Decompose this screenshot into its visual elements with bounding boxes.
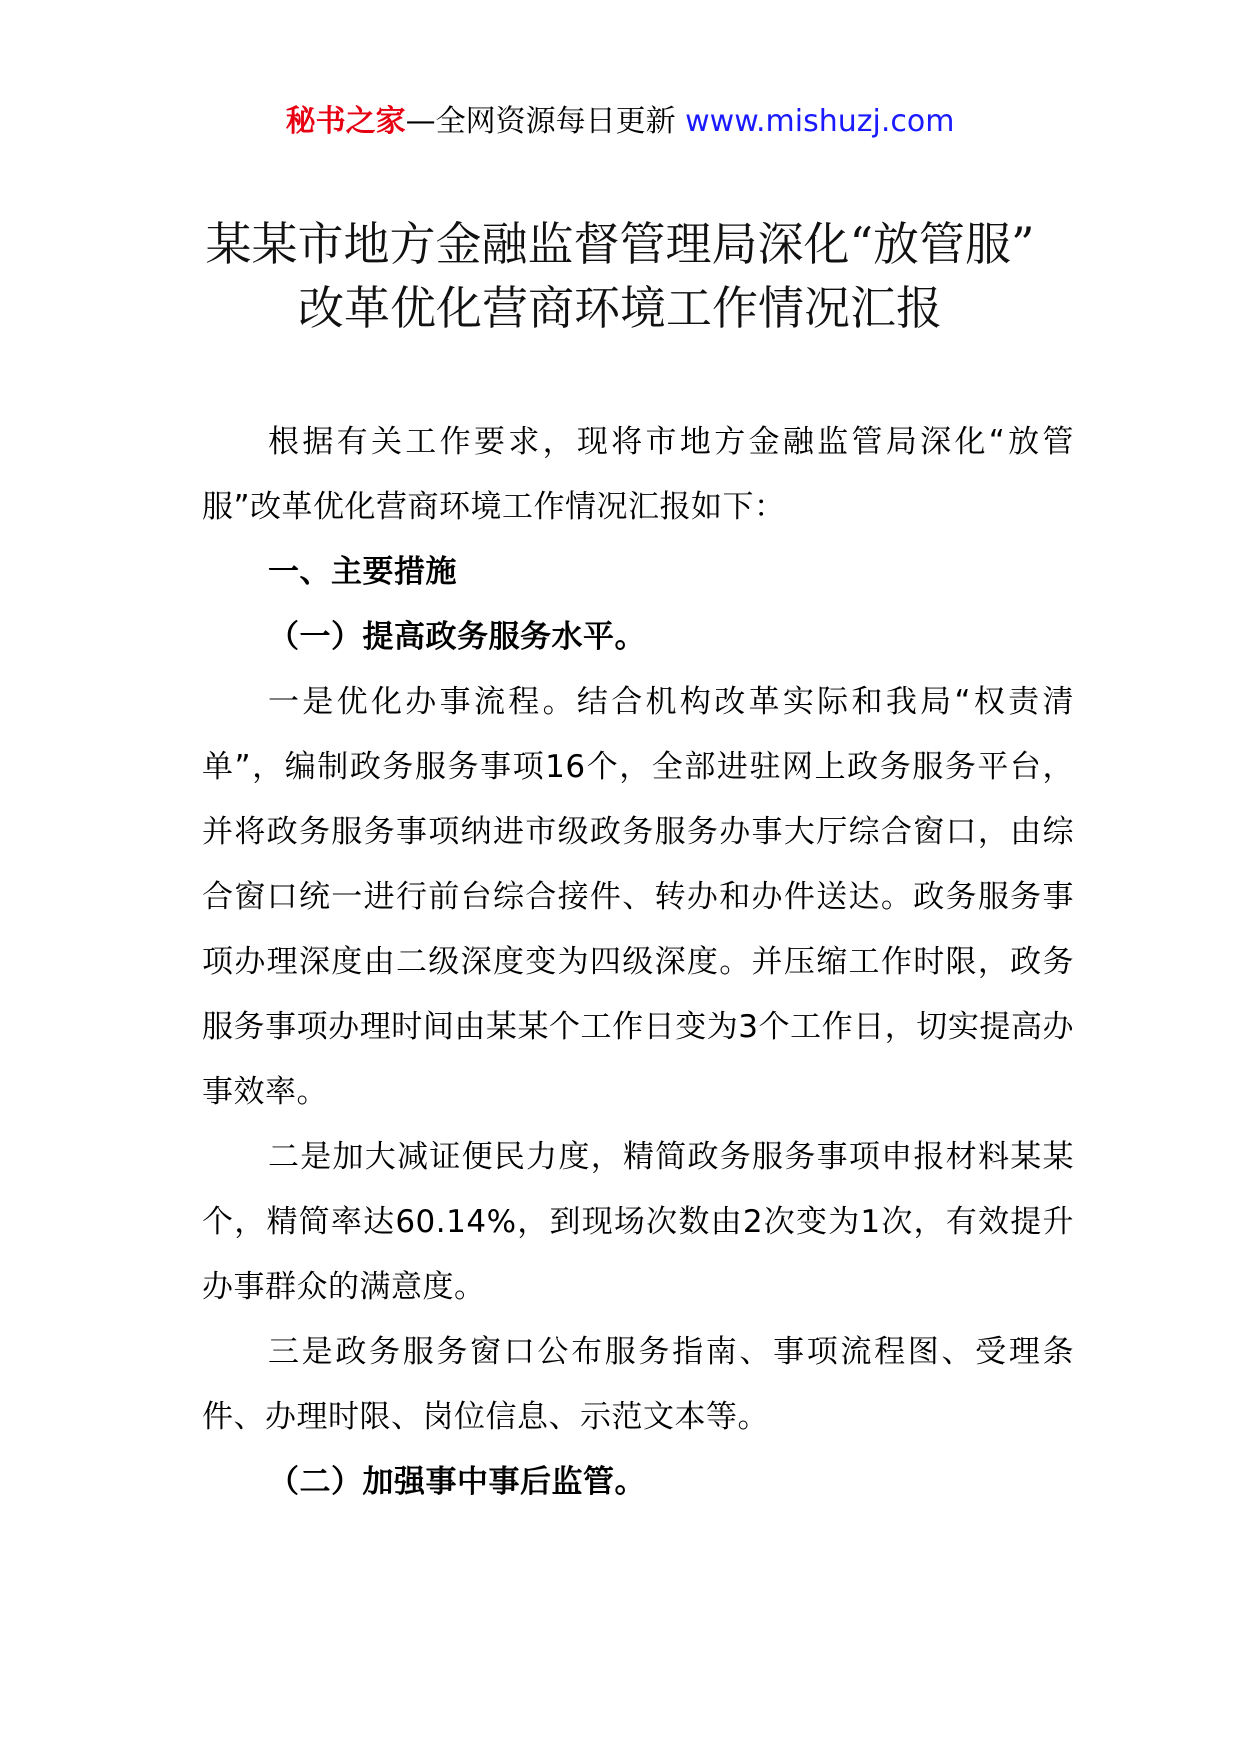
title-line-2: 改革优化营商环境工作情况汇报 bbox=[298, 281, 942, 335]
subsection-heading-2: （二）加强事中事后监管。 bbox=[268, 1464, 646, 1500]
intro-paragraph: 根据有关工作要求，现将市地方金融监管局深化“放管服”改革优化营商环境工作情况汇报如下： bbox=[202, 424, 1074, 525]
title-line-1: 某某市地方金融监督管理局深化“放管服” bbox=[205, 217, 1035, 271]
brand-name: 秘书之家 bbox=[285, 104, 406, 139]
site-header bbox=[0, 100, 1240, 144]
document-body bbox=[202, 410, 1074, 1515]
document-title bbox=[0, 212, 1240, 340]
body-paragraph-1: 一是优化办事流程。结合机构改革实际和我局“权责清单”，编制政务服务事项16个，全部进驻网上政务服务平台，并将政务服务事项纳进市级政务服务办事大厅综合窗口，由综合窗口统一进行前台综合接件、转办和办件送达。政务服务事项办理深度由二级深度变为四级深度。并压缩工作时限，政务服务事项办理时间由某某个工作日变为3个工作日，切实提高办事效率。 bbox=[202, 684, 1074, 1110]
site-url-link[interactable]: www.mishuzj.com bbox=[685, 104, 955, 139]
header-slogan: —全网资源每日更新 bbox=[405, 104, 686, 139]
body-paragraph-3: 三是政务服务窗口公布服务指南、事项流程图、受理条件、办理时限、岗位信息、示范文本等。 bbox=[202, 1334, 1074, 1435]
section-heading-main-measures: 一、主要措施 bbox=[268, 554, 457, 590]
subsection-heading-1: （一）提高政务服务水平。 bbox=[268, 619, 646, 655]
body-paragraph-2: 二是加大减证便民力度，精简政务服务事项申报材料某某个，精简率达60.14%，到现场次数由2次变为1次，有效提升办事群众的满意度。 bbox=[202, 1139, 1074, 1305]
